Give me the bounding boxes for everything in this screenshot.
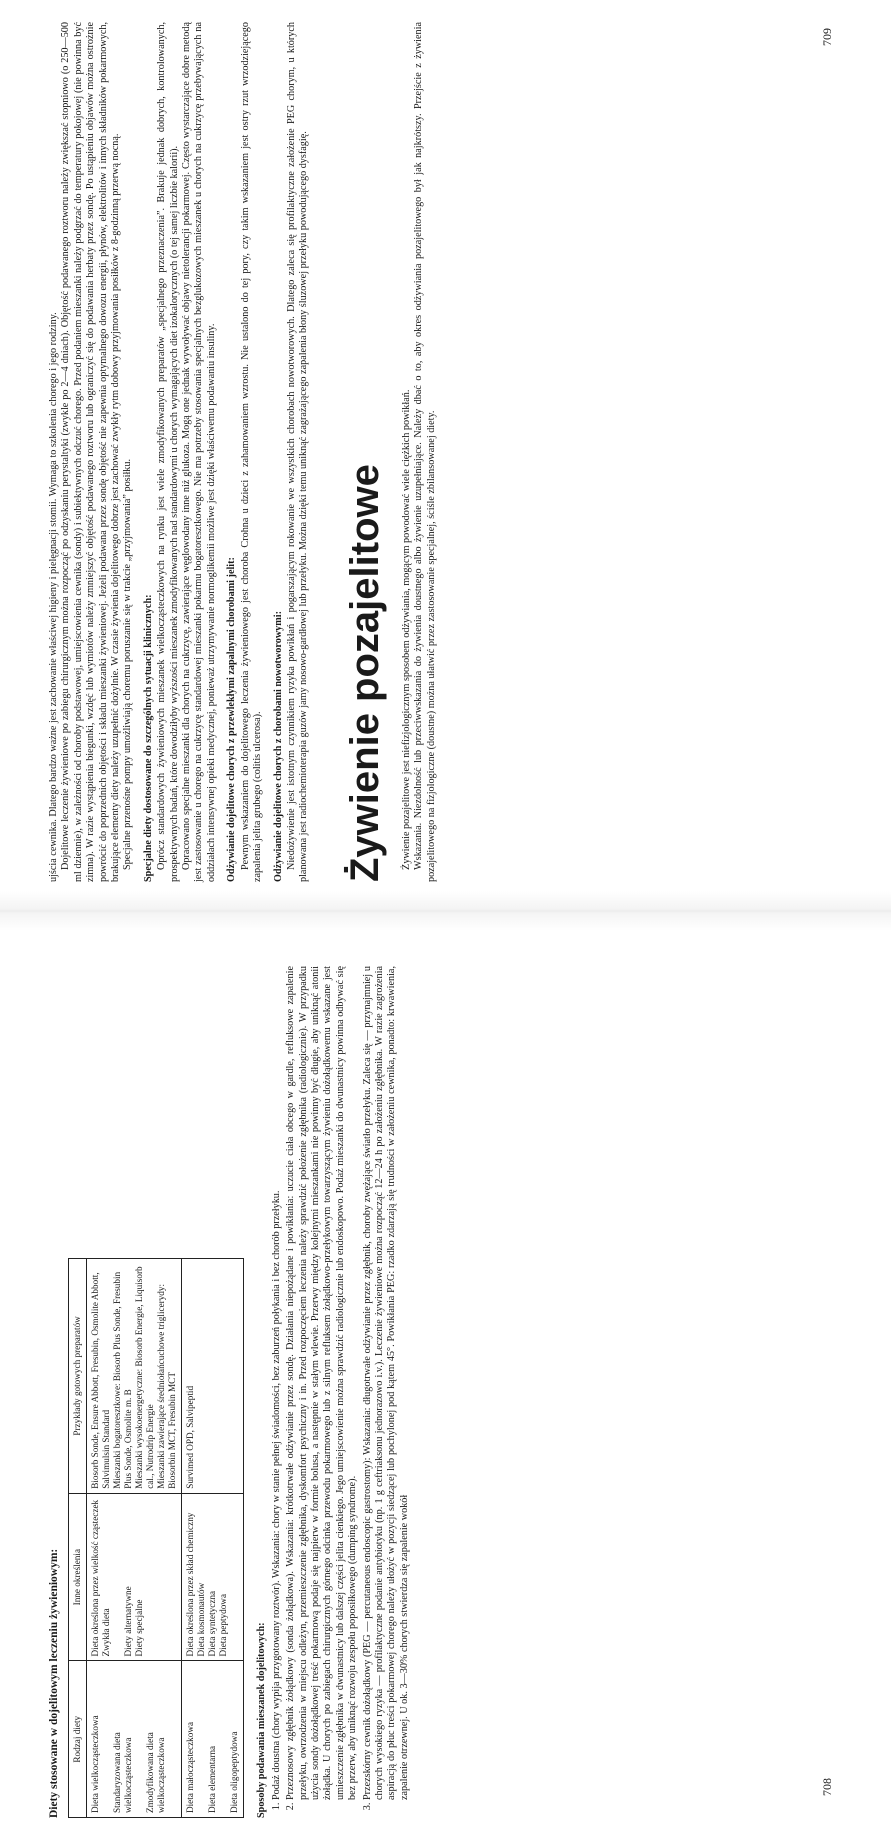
table-header-row — [69, 1259, 87, 1818]
page-number: 709 — [820, 28, 834, 46]
list-item: 2. Przeznosowy zgłębnik żołądkowy (sonda żołądkowa). Wskazania: krótkotrwałe odżywianie przez sondę. Działania niepożądane i powikłania: uczucie ciała obcego w gardle, refluksowe zapalenie przełyku, owrzodzenia w miejscu odleżyn, przemieszczenie zgłębnika, dyskomfort psychiczny i in. Przed rozpoczęciem leczenia należy sprawdzić położenie zgłębnika (radiologicznie). W przypadku użycia sondy dożołądkowej treść pokarmową podaje się najpierw w formie bolusa, a następnie w stałym wlewie. Przerwy między kolejnymi mieszankami nie powinny być długie, aby uniknąć atonii żołądka. U chorych po zabiegach chirurgicznych górnego odcinka przewodu pokarmowego lub z silnym refluksem żołądkowo-przełykowym towarzyszącym żywieniu dożołądkowemu wskazane jest umieszczenie zgłębnika w dwunastnicy lub dalszej części jelita cienkiego. Jego umiejscowienie można sprawdzić radiologicznie lub endoskopowo. Podaż mieszanki do dwunastnicy powinna odbywać się bez przerw, aby uniknąć rozwoju zespołu poposiłkowego (dumping syndrome). — [285, 966, 359, 1800]
table-cell: Dieta określona przez wielkość cząsteczek Zwykła dieta Diety alternatywne Diety specjalne — [87, 1493, 182, 1661]
paragraph: Niedożywienie jest istotnym czynnikiem ryzyka powikłań i pogarszającym rokowanie we wszystkich chorobach nowotworowych. Dlatego zaleca się profilaktyczne założenie PEG chorym, u których planowana jest radiochemioterapia guzów jamy nosowo-gardłowej lub przełyku. Można dzięki temu uniknąć zagrażającego zapalenia błony śluzowej przełyku powodującego dysfagię. — [285, 22, 310, 882]
table-cell: Dieta wielkocząsteczkowa Standaryzowana dieta wielkocząsteczkowa Zmodyfikowana dieta wielkocząsteczkowa — [87, 1661, 182, 1818]
page-number: 708 — [820, 1778, 834, 1796]
paragraph: ujścia cewnika. Dlatego bardzo ważne jest zachowanie właściwej higieny i pielęgnacji stomii. Wymaga to szkolenia chorego i jego rodziny. — [48, 312, 59, 882]
section-heading: Odżywianie dojelitowe chorych z chorobami nowotworowymi: — [272, 611, 284, 882]
table-cell: Biosorb Sonde, Ensure Abbott, Fresubin, Osmolite Abbott, Salvimulsin Standard Mieszanki bogatoresztkowe: Biosorb Plus Sonde, Fresubin Plus Sonde, Osmolite m. B Mieszanki wysokoenergetyczne: Biosorb Energie, Liquisorb cal., Nutrodrip Energie Mieszanki zawierające średniołańcuchowe triglicerydy: Biosorbin MCT, Fresubin MCT — [87, 1259, 182, 1494]
methods-list — [271, 966, 411, 1818]
paragraph: Pewnym wskazaniem do dojelitowego leczenia żywieniowego jest choroba Crohna u dzieci z zahamowaniem wzrostu. Nie ustalono do tej pory, czy takim wskazaniem jest ostry rzut wrzodziejącego zapalenia jelita grubego (colitis ulcerosa). — [239, 22, 264, 882]
list-item: 1. Podaż doustna (chory wypija przygotowany roztwór). Wskazania: chory w stanie pełnej świadomości, bez zaburzeń połykania i bez chorób przełyku. — [271, 966, 283, 1800]
paragraph: Opracowano specjalne mieszanki dla chorych na cukrzycę, zawierające węglowodany inne niż glukoza. Mogą one jednak wywoływać objawy nietolerancji pokarmowej. Często wystarczające dobre metodą jest zastosowanie u chorego na cukrzycę standardowej mieszanki pokarmu bogatoresztkowego. Nie ma potrzeby stosowania specjalnych bezglukozowych mieszanek u chorych na cukrzycę przebywających na oddziałach intensywnej opieki medycznej, ponieważ utrzymywanie normoglikemii możliwe jest dzięki właściwemu podawaniu insuliny. — [181, 22, 217, 882]
table-cell: Survimed OPD, Salvipeptid — [182, 1259, 244, 1494]
paragraph: Wskazania. Niezdolność lub przeciwwskazania do żywienia doustnego albo żywienie uzupełniające. Należy dbać o to, aby okres odżywiania pozajelitowego był jak najkrótszy. Przejście z żywienia pozajelitowego na fizjologiczne (doustne) można ułatwić przez zastosowanie specjalnej, ściśle zbilansowanej diety. — [413, 22, 437, 882]
paragraph: Żywienie pozajelitowe jest niefizjologicznym sposobem odżywiania, mogącym powodować wiele ciężkich powikłań. — [400, 389, 412, 870]
page-fold — [0, 891, 891, 931]
page-right — [48, 22, 438, 882]
table-header: Inne określenia — [69, 1493, 87, 1661]
section-heading: Specjalne diety dostosowane do szczególnych sytuacji klinicznych: — [142, 594, 154, 882]
paragraph: Specjalne przenośne pompy umożliwiają choremu poruszanie się w trakcie „przyjmowania” posiłku. — [122, 458, 134, 870]
methods-heading: Sposoby podawania mieszanek dojelitowych: — [256, 1622, 268, 1818]
table-row — [182, 1259, 244, 1818]
table-cell: Dieta określona przez skład chemiczny Dieta kosmonautów Dieta syntetyczna Dieta peptydowa — [182, 1493, 244, 1661]
section-heading: Odżywianie dojelitowe chorych z przewlekłymi zapalnymi chorobami jelit: — [226, 557, 238, 882]
page-left — [48, 966, 413, 1818]
diet-table — [68, 1258, 244, 1818]
table-cell: Dieta małocząsteczkowa Dieta elementarna Dieta oligopeptydowa — [182, 1661, 244, 1818]
paragraph: Oprócz standardowych żywieniowych mieszanek wielkocząsteczkowych na rynku jest wiele zmodyfikowanych preparatów „specjalnego przeznaczenia”. Brakuje jednak dobrych, kontrolowanych, prospektywnych badań, które dowodziłyby wyższości mieszanek zmodyfikowanych nad standardowymi u chorych wymagających diet izokalorycznych (o tej samej liczbie kalorii). — [156, 22, 180, 882]
table-header: Rodzaj diety — [69, 1661, 87, 1818]
table-title: Diety stosowane w dojelitowym leczeniu żywieniowym: — [48, 1548, 60, 1818]
chapter-title: Żywienie pozajelitowe — [342, 464, 387, 882]
paragraph: Dojelitowe leczenie żywieniowe po zabiegu chirurgicznym można rozpocząć po odzyskaniu perystaltyki (zwykle po 2—4 dniach). Objętość podawanego roztworu należy zwiększać stopniowo (o 250—500 ml dziennie), w zależności od choroby podstawowej, umiejscowienia cewnika (sondy) i subiektywnych odczuć chorego. Przed podaniem mieszanki należy podgrzać do temperatury pokojowej (nie powinna być zimna). W razie wystąpienia biegunki, wzdęć lub wymiotów należy zmniejszyć objętość podawanego roztworu lub ograniczyć się do podawania herbaty przez sondę. Po ustąpieniu objawów można ostrożnie powrócić do poprzednich objętości i składu mieszanki żywieniowej. Jeżeli podawana przez sondę objętość nie zapewnia optymalnego dowozu energii, płynów, elektrolitów i innych składników pokarmowych, brakujące elementy diety należy uzupełnić dożylnie. W czasie żywienia dojelitowego dobrze jest zachować zwykły rytm dobowy przyjmowania posiłków z 8-godzinną przerwą nocną. — [60, 22, 122, 882]
list-item: 3. Przezskórny cewnik dożołądkowy (PEG — percutaneous endoscopic gastrostomy): Wskazania: długotrwałe odżywianie przez zgłębnik, choroby zwężające światło przełyku. Zaleca się — przynajmniej u chorych wysokiego ryzyka — profilaktyczne podanie antybiotyku (np. 1 g ceftriaksonu jednorazowo i.v.). Leczenie żywieniowe można rozpocząć 12—24 h po założeniu zgłębnika. W razie zagrożenia aspiracją do płuc treści pokarmowej chorego należy ułożyć w pozycji siedzącej lub pochylonej pod kątem 45°. Powikłania PEG: rzadko zdarzają się trudności w założeniu cewnika, ponadto: krwawienia, zapalenie otrzewnej. U ok. 3—30% chorych stwierdza się zapalenie wokół — [362, 966, 412, 1800]
table-row — [87, 1259, 182, 1818]
table-header: Przykłady gotowych preparatów — [69, 1259, 87, 1494]
